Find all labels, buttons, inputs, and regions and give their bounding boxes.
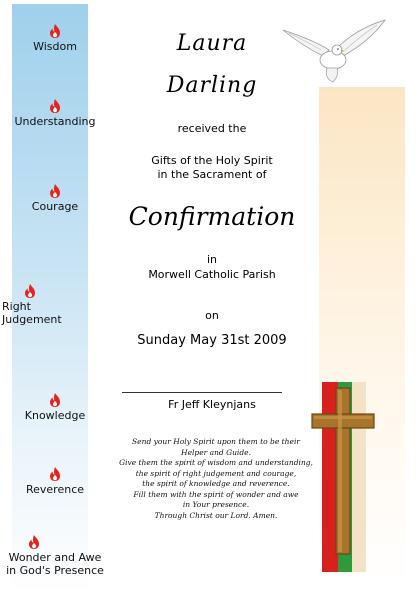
recipient-last-name: Darling: [166, 73, 258, 98]
gifts-line-2: in the Sacrament of: [157, 168, 267, 181]
in-text: in: [206, 253, 218, 266]
flame-icon: [47, 392, 63, 408]
flame-icon: [47, 466, 63, 482]
gift-understanding: [0, 98, 110, 128]
received-text: received the: [177, 122, 247, 135]
flame-icon: [47, 23, 63, 39]
gift-label: Wisdom: [33, 40, 77, 53]
gift-label: Right Judgement: [2, 300, 62, 326]
priest-name: Fr Jeff Kleynjans: [168, 398, 256, 411]
gift-wonder-and-awe: [0, 534, 110, 577]
gift-knowledge: [0, 392, 110, 422]
gift-label: Understanding: [14, 115, 96, 128]
recipient-first-name: Laura: [176, 31, 248, 56]
gift-courage: [0, 183, 110, 213]
flame-icon: [47, 183, 63, 199]
gift-label: Knowledge: [24, 409, 86, 422]
signature-line: [122, 392, 282, 393]
flame-icon: [47, 98, 63, 114]
gift-reverence: [0, 466, 110, 496]
flame-icon: [22, 283, 38, 299]
sacrament-title: Confirmation: [128, 202, 296, 231]
gift-wisdom: [0, 23, 110, 53]
confirmation-date: Sunday May 31st 2009: [137, 333, 287, 348]
gift-label: Reverence: [25, 483, 85, 496]
gift-right-judgement: [2, 283, 112, 326]
on-text: on: [205, 309, 219, 322]
gift-label: Courage: [31, 200, 79, 213]
prayer-text: Send your Holy Spirit upon them to be their Helper and Guide. Give them the spirit of wisdom and understanding, the spirit of right judgement and courage, the spirit of knowledge and reverence. Fill them with the spirit of wonder and awe in Your presence. Through Christ our Lord. Amen.: [119, 437, 313, 520]
gift-label: Wonder and Awe in God's Presence: [6, 551, 104, 577]
flame-icon: [26, 534, 42, 550]
gifts-line-1: Gifts of the Holy Spirit: [151, 154, 273, 167]
parish-name: Morwell Catholic Parish: [148, 268, 276, 281]
